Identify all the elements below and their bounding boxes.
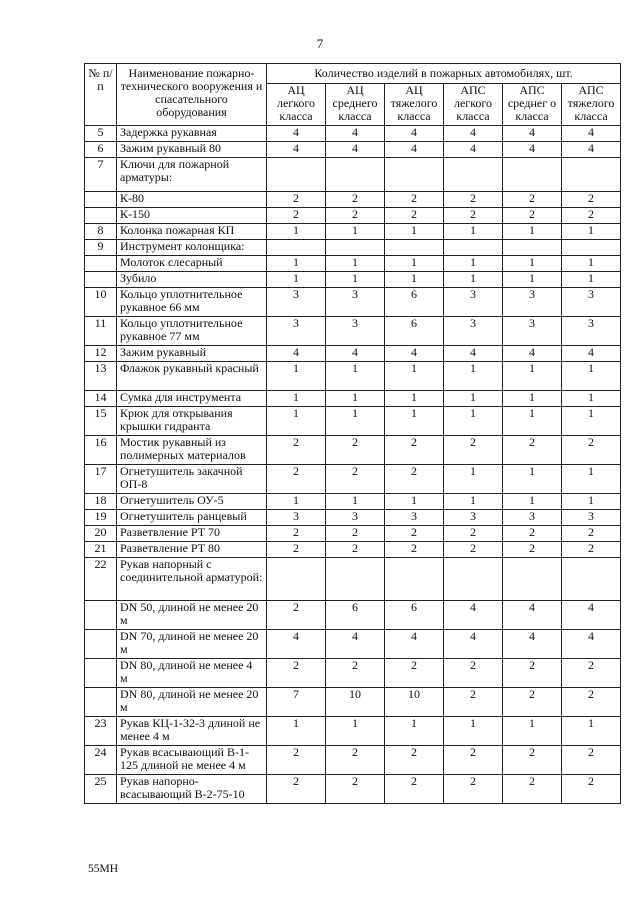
table-row [85, 317, 621, 346]
table-row [85, 192, 621, 208]
table-row [85, 407, 621, 436]
row-quantity-cell: 6 [326, 601, 385, 630]
row-quantity-cell: 1 [503, 717, 562, 746]
row-quantity-cell: 2 [326, 659, 385, 688]
row-quantity-cell: 1 [444, 256, 503, 272]
row-quantity-cell: 1 [503, 256, 562, 272]
row-quantity-cell: 4 [326, 630, 385, 659]
table-row [85, 494, 621, 510]
row-item-name: DN 80, длиной не менее 4 м [117, 659, 267, 688]
row-quantity-cell: 4 [326, 142, 385, 158]
table-row [85, 558, 621, 601]
row-item-name: Рукав КЦ-1-32-3 длиной не менее 4 м [117, 717, 267, 746]
row-quantity-cell: 2 [503, 659, 562, 688]
row-quantity-cell: 2 [562, 775, 621, 804]
row-quantity-cell: 1 [267, 224, 326, 240]
table-row [85, 465, 621, 494]
row-quantity-cell: 2 [444, 526, 503, 542]
row-quantity-cell: 2 [385, 746, 444, 775]
row-quantity-cell: 1 [503, 465, 562, 494]
row-quantity-cell [326, 558, 385, 601]
row-quantity-cell: 1 [503, 272, 562, 288]
table-row [85, 688, 621, 717]
row-quantity-cell: 4 [267, 346, 326, 362]
row-number: 20 [85, 526, 117, 542]
row-quantity-cell: 4 [503, 346, 562, 362]
row-quantity-cell: 2 [503, 775, 562, 804]
row-quantity-cell: 1 [385, 494, 444, 510]
row-quantity-cell: 4 [444, 142, 503, 158]
table-row [85, 601, 621, 630]
row-quantity-cell: 1 [267, 717, 326, 746]
table-row [85, 158, 621, 192]
row-quantity-cell: 1 [326, 407, 385, 436]
row-item-name: Рукав напорно-всасывающий В-2-75-10 [117, 775, 267, 804]
row-quantity-cell: 4 [385, 630, 444, 659]
row-quantity-cell: 1 [326, 391, 385, 407]
row-quantity-cell: 4 [267, 630, 326, 659]
row-number: 17 [85, 465, 117, 494]
row-item-name: Зубило [117, 272, 267, 288]
row-item-name: Рукав напорный с соединительной арматурой: [117, 558, 267, 601]
row-quantity-cell: 6 [385, 317, 444, 346]
row-quantity-cell: 1 [444, 224, 503, 240]
row-quantity-cell: 1 [562, 494, 621, 510]
row-number: 14 [85, 391, 117, 407]
row-quantity-cell: 2 [326, 465, 385, 494]
row-quantity-cell: 3 [562, 510, 621, 526]
row-quantity-cell: 3 [444, 510, 503, 526]
row-item-name: Сумка для инструмента [117, 391, 267, 407]
row-number [85, 256, 117, 272]
row-quantity-cell: 4 [326, 346, 385, 362]
row-quantity-cell: 1 [267, 362, 326, 391]
row-quantity-cell [267, 158, 326, 192]
row-quantity-cell: 4 [267, 142, 326, 158]
row-quantity-cell: 1 [326, 494, 385, 510]
row-item-name: Молоток слесарный [117, 256, 267, 272]
row-quantity-cell: 6 [385, 288, 444, 317]
page-number: 7 [316, 36, 324, 51]
row-quantity-cell: 10 [326, 688, 385, 717]
row-quantity-cell: 2 [267, 542, 326, 558]
row-number [85, 630, 117, 659]
row-quantity-cell: 3 [503, 288, 562, 317]
header-column: АЦ легкого класса [267, 84, 326, 126]
row-quantity-cell: 2 [267, 601, 326, 630]
row-number: 10 [85, 288, 117, 317]
row-quantity-cell: 1 [503, 362, 562, 391]
row-number: 18 [85, 494, 117, 510]
row-number: 19 [85, 510, 117, 526]
row-quantity-cell: 1 [267, 407, 326, 436]
row-quantity-cell: 2 [503, 526, 562, 542]
row-item-name: DN 70, длиной не менее 20 м [117, 630, 267, 659]
row-number: 13 [85, 362, 117, 391]
row-quantity-cell: 1 [562, 272, 621, 288]
row-quantity-cell: 2 [385, 465, 444, 494]
row-quantity-cell: 4 [385, 142, 444, 158]
row-quantity-cell: 2 [385, 436, 444, 465]
table-row [85, 630, 621, 659]
row-quantity-cell: 4 [503, 142, 562, 158]
header-column: АЦ среднего класса [326, 84, 385, 126]
row-quantity-cell: 1 [267, 256, 326, 272]
row-quantity-cell: 3 [326, 317, 385, 346]
row-quantity-cell: 1 [562, 362, 621, 391]
table-body [85, 126, 621, 804]
row-quantity-cell: 3 [326, 288, 385, 317]
row-number [85, 688, 117, 717]
row-quantity-cell [326, 240, 385, 256]
row-quantity-cell [562, 240, 621, 256]
row-quantity-cell: 2 [503, 192, 562, 208]
row-quantity-cell: 1 [503, 224, 562, 240]
row-item-name: К-80 [117, 192, 267, 208]
row-quantity-cell: 4 [562, 142, 621, 158]
equipment-table [84, 63, 621, 804]
row-number [85, 208, 117, 224]
row-item-name: Огнетушитель ОУ-5 [117, 494, 267, 510]
row-quantity-cell: 4 [385, 126, 444, 142]
row-quantity-cell [503, 558, 562, 601]
row-quantity-cell: 2 [385, 659, 444, 688]
row-quantity-cell: 1 [385, 272, 444, 288]
row-quantity-cell: 2 [326, 208, 385, 224]
row-quantity-cell: 2 [562, 746, 621, 775]
row-quantity-cell: 1 [562, 391, 621, 407]
row-quantity-cell: 1 [444, 407, 503, 436]
row-quantity-cell [326, 158, 385, 192]
row-quantity-cell: 3 [444, 317, 503, 346]
footer-code: 55МН [88, 863, 119, 875]
row-quantity-cell: 3 [267, 510, 326, 526]
row-quantity-cell: 2 [444, 542, 503, 558]
table-row [85, 272, 621, 288]
row-quantity-cell [562, 158, 621, 192]
header-column: АЦ тяжелого класса [385, 84, 444, 126]
row-number [85, 192, 117, 208]
row-number: 8 [85, 224, 117, 240]
row-quantity-cell: 2 [267, 436, 326, 465]
row-item-name: Крюк для открывания крышки гидранта [117, 407, 267, 436]
row-item-name: Кольцо уплотнительное рукавное 66 мм [117, 288, 267, 317]
table-row [85, 510, 621, 526]
row-quantity-cell: 1 [503, 407, 562, 436]
row-quantity-cell: 2 [444, 775, 503, 804]
row-item-name: Разветвление РТ 70 [117, 526, 267, 542]
row-quantity-cell: 1 [326, 272, 385, 288]
row-quantity-cell: 6 [385, 601, 444, 630]
row-quantity-cell: 2 [503, 208, 562, 224]
table-row [85, 346, 621, 362]
row-quantity-cell: 2 [562, 208, 621, 224]
row-quantity-cell: 2 [444, 192, 503, 208]
row-quantity-cell [444, 558, 503, 601]
row-quantity-cell [503, 240, 562, 256]
row-quantity-cell: 2 [385, 526, 444, 542]
row-quantity-cell: 1 [562, 717, 621, 746]
row-quantity-cell: 4 [562, 601, 621, 630]
row-quantity-cell: 2 [503, 436, 562, 465]
row-quantity-cell: 1 [562, 224, 621, 240]
row-quantity-cell: 2 [326, 775, 385, 804]
row-quantity-cell: 4 [562, 126, 621, 142]
row-number: 24 [85, 746, 117, 775]
row-quantity-cell [267, 240, 326, 256]
row-item-name: Огнетушитель закачной ОП-8 [117, 465, 267, 494]
row-quantity-cell: 2 [326, 192, 385, 208]
row-quantity-cell: 1 [267, 272, 326, 288]
row-quantity-cell: 1 [385, 391, 444, 407]
header-number: № п/п [85, 64, 117, 126]
row-quantity-cell: 1 [444, 465, 503, 494]
row-quantity-cell: 2 [267, 659, 326, 688]
row-quantity-cell: 2 [385, 542, 444, 558]
table-row [85, 240, 621, 256]
table-row [85, 659, 621, 688]
row-quantity-cell: 2 [385, 192, 444, 208]
row-item-name: Мостик рукавный из полимерных материалов [117, 436, 267, 465]
row-quantity-cell: 3 [267, 288, 326, 317]
row-quantity-cell: 1 [385, 224, 444, 240]
row-quantity-cell: 3 [503, 510, 562, 526]
row-item-name: Кольцо уплотнительное рукавное 77 мм [117, 317, 267, 346]
row-item-name: Колонка пожарная КП [117, 224, 267, 240]
row-number: 7 [85, 158, 117, 192]
row-number: 21 [85, 542, 117, 558]
row-item-name: К-150 [117, 208, 267, 224]
row-item-name: Ключи для пожарной арматуры: [117, 158, 267, 192]
row-quantity-cell: 2 [385, 775, 444, 804]
row-quantity-cell: 1 [444, 362, 503, 391]
row-quantity-cell: 3 [385, 510, 444, 526]
row-quantity-cell: 4 [503, 630, 562, 659]
header-quantity-group: Количество изделий в пожарных автомобилях, шт. [267, 64, 621, 84]
row-quantity-cell: 2 [267, 192, 326, 208]
row-quantity-cell: 4 [562, 630, 621, 659]
row-quantity-cell: 2 [444, 436, 503, 465]
row-quantity-cell: 1 [385, 256, 444, 272]
table-row [85, 256, 621, 272]
row-number [85, 659, 117, 688]
row-quantity-cell: 1 [444, 494, 503, 510]
table-row [85, 208, 621, 224]
row-item-name: Зажим рукавный [117, 346, 267, 362]
row-quantity-cell: 1 [385, 717, 444, 746]
row-quantity-cell: 2 [562, 542, 621, 558]
row-quantity-cell: 2 [267, 208, 326, 224]
row-quantity-cell: 4 [503, 126, 562, 142]
table-row [85, 775, 621, 804]
row-quantity-cell: 3 [444, 288, 503, 317]
header-name: Наименование пожарно-технического вооружения и спасательного оборудования [117, 64, 267, 126]
row-quantity-cell: 3 [562, 317, 621, 346]
row-quantity-cell [267, 558, 326, 601]
row-quantity-cell: 4 [267, 126, 326, 142]
row-quantity-cell: 1 [326, 224, 385, 240]
table-row [85, 142, 621, 158]
table-row [85, 526, 621, 542]
table-row [85, 542, 621, 558]
row-quantity-cell: 2 [562, 192, 621, 208]
row-quantity-cell: 2 [385, 208, 444, 224]
header-column: АПС среднег о класса [503, 84, 562, 126]
row-number: 6 [85, 142, 117, 158]
row-quantity-cell: 1 [326, 362, 385, 391]
header-column: АПС легкого класса [444, 84, 503, 126]
table-row [85, 288, 621, 317]
row-quantity-cell: 2 [267, 746, 326, 775]
table-row [85, 362, 621, 391]
row-quantity-cell: 2 [267, 526, 326, 542]
row-quantity-cell: 2 [326, 746, 385, 775]
table-row [85, 391, 621, 407]
row-item-name: Разветвление РТ 80 [117, 542, 267, 558]
row-quantity-cell: 1 [385, 407, 444, 436]
row-quantity-cell [444, 240, 503, 256]
row-quantity-cell: 3 [267, 317, 326, 346]
row-quantity-cell: 1 [503, 494, 562, 510]
row-quantity-cell: 2 [562, 659, 621, 688]
row-number: 12 [85, 346, 117, 362]
row-item-name: DN 50, длиной не менее 20 м [117, 601, 267, 630]
row-quantity-cell: 2 [562, 436, 621, 465]
row-quantity-cell: 1 [385, 362, 444, 391]
row-quantity-cell: 2 [444, 659, 503, 688]
row-quantity-cell: 1 [444, 717, 503, 746]
row-item-name: Флажок рукавный красный [117, 362, 267, 391]
row-quantity-cell: 1 [267, 494, 326, 510]
row-quantity-cell [562, 558, 621, 601]
row-quantity-cell [385, 240, 444, 256]
row-quantity-cell: 2 [267, 465, 326, 494]
row-quantity-cell: 2 [444, 746, 503, 775]
row-number: 9 [85, 240, 117, 256]
row-quantity-cell: 4 [562, 346, 621, 362]
row-quantity-cell: 4 [385, 346, 444, 362]
table-row [85, 224, 621, 240]
row-quantity-cell: 4 [444, 346, 503, 362]
row-number: 22 [85, 558, 117, 601]
row-quantity-cell: 1 [562, 465, 621, 494]
row-item-name: Зажим рукавный 80 [117, 142, 267, 158]
row-number: 11 [85, 317, 117, 346]
row-quantity-cell: 3 [503, 317, 562, 346]
row-quantity-cell: 2 [326, 526, 385, 542]
row-quantity-cell [385, 558, 444, 601]
row-number [85, 601, 117, 630]
header-column: АПС тяжелого класса [562, 84, 621, 126]
row-quantity-cell: 10 [385, 688, 444, 717]
row-number: 16 [85, 436, 117, 465]
row-quantity-cell: 4 [444, 601, 503, 630]
row-quantity-cell: 3 [326, 510, 385, 526]
row-quantity-cell: 1 [326, 256, 385, 272]
row-quantity-cell: 3 [562, 288, 621, 317]
row-quantity-cell: 2 [562, 526, 621, 542]
row-quantity-cell: 4 [444, 630, 503, 659]
row-quantity-cell: 1 [444, 391, 503, 407]
row-number: 5 [85, 126, 117, 142]
row-quantity-cell: 1 [444, 272, 503, 288]
row-quantity-cell: 1 [326, 717, 385, 746]
row-quantity-cell: 2 [503, 688, 562, 717]
row-quantity-cell [444, 158, 503, 192]
row-quantity-cell: 7 [267, 688, 326, 717]
row-quantity-cell [385, 158, 444, 192]
row-quantity-cell: 4 [326, 126, 385, 142]
row-quantity-cell: 2 [267, 775, 326, 804]
row-item-name: Инструмент колонщика: [117, 240, 267, 256]
row-quantity-cell [503, 158, 562, 192]
table-row [85, 717, 621, 746]
row-quantity-cell: 4 [444, 126, 503, 142]
table-row [85, 126, 621, 142]
row-quantity-cell: 2 [326, 436, 385, 465]
row-quantity-cell: 2 [444, 208, 503, 224]
row-number: 25 [85, 775, 117, 804]
row-number [85, 272, 117, 288]
row-number: 15 [85, 407, 117, 436]
row-item-name: Огнетушитель ранцевый [117, 510, 267, 526]
row-item-name: DN 80, длиной не менее 20 м [117, 688, 267, 717]
row-quantity-cell: 2 [444, 688, 503, 717]
row-item-name: Рукав всасывающий В-1-125 длиной не менее 4 м [117, 746, 267, 775]
row-quantity-cell: 2 [562, 688, 621, 717]
table-row [85, 436, 621, 465]
row-quantity-cell: 2 [326, 542, 385, 558]
row-quantity-cell: 2 [503, 746, 562, 775]
row-quantity-cell: 1 [562, 407, 621, 436]
row-quantity-cell: 4 [503, 601, 562, 630]
row-number: 23 [85, 717, 117, 746]
row-quantity-cell: 1 [562, 256, 621, 272]
table-row [85, 746, 621, 775]
row-quantity-cell: 1 [503, 391, 562, 407]
row-item-name: Задержка рукавная [117, 126, 267, 142]
row-quantity-cell: 1 [267, 391, 326, 407]
row-quantity-cell: 2 [503, 542, 562, 558]
